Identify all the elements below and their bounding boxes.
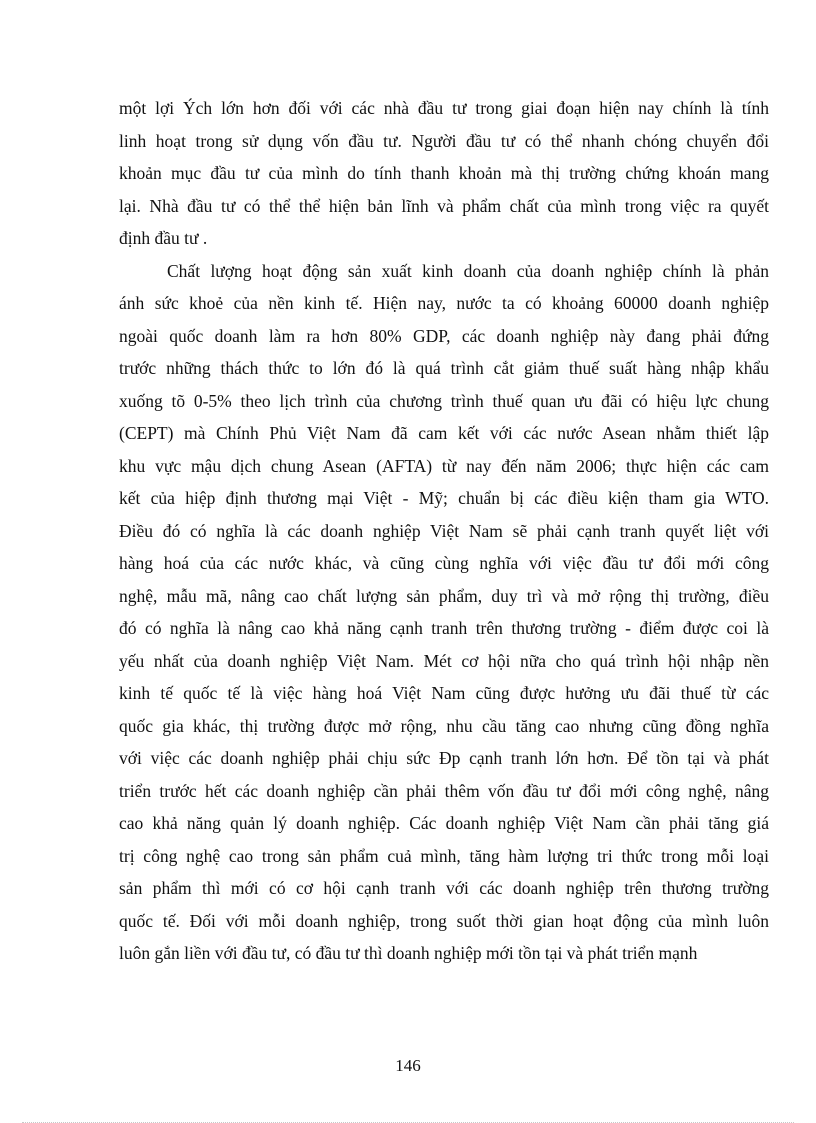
paragraph-1 bbox=[119, 92, 769, 255]
text-line: định đầu tư . bbox=[119, 228, 208, 248]
text-line: luôn gắn liền với đầu tư, có đầu tư thì doanh nghiệp mới tồn tại và phát triển mạnh bbox=[119, 943, 698, 963]
paragraph-2 bbox=[119, 255, 769, 970]
page-number: 146 bbox=[395, 1056, 421, 1075]
text-line: sản phẩm thì mới có cơ hội cạnh tranh với các doanh nghiệp trên thương trường bbox=[119, 878, 769, 898]
text-line: lại. Nhà đầu tư có thể thể hiện bản lĩnh và phẩm chất của mình trong việc ra quyết bbox=[119, 195, 769, 216]
text-line: một lợi Ých lớn hơn đối với các nhà đầu tư trong giai đoạn hiện nay chính là tính bbox=[119, 98, 769, 118]
text-line: yếu nhất của doanh nghiệp Việt Nam. Mét cơ hội nữa cho quá trình hội nhập nền bbox=[119, 650, 769, 671]
text-line: linh hoạt trong sử dụng vốn đầu tư. Người đầu tư có thể nhanh chóng chuyển đổi bbox=[119, 130, 769, 151]
text-line: trị công nghệ cao trong sản phẩm cuả mình, tăng hàm lượng tri thức trong mỗi loại bbox=[119, 845, 769, 866]
text-line: xuống tõ 0-5% theo lịch trình của chương trình thuế quan ưu đãi có hiệu lực chung bbox=[119, 390, 769, 411]
text-line: nghệ, mẫu mã, nâng cao chất lượng sản phẩm, duy trì và mở rộng thị trường, điều bbox=[119, 585, 769, 606]
text-line: khoản mục đầu tư của mình do tính thanh khoản mà thị trường chứng khoán mang bbox=[119, 163, 769, 183]
text-line: trước những thách thức to lớn đó là quá trình cắt giảm thuế suất hàng nhập khẩu bbox=[119, 358, 769, 378]
text-line: Điều đó có nghĩa là các doanh nghiệp Việt Nam sẽ phải cạnh tranh quyết liệt với bbox=[119, 520, 769, 541]
text-line: cao khả năng quản lý doanh nghiệp. Các doanh nghiệp Việt Nam cần phải tăng giá bbox=[119, 813, 769, 833]
text-line: ngoài quốc doanh làm ra hơn 80% GDP, các doanh nghiệp này đang phải đứng bbox=[119, 325, 769, 346]
text-line: hàng hoá của các nước khác, và cũng cùng nghĩa với việc đầu tư đổi mới công bbox=[119, 553, 769, 573]
text-line: với việc các doanh nghiệp phải chịu sức Ðp cạnh tranh lớn hơn. Để tồn tại và phát bbox=[119, 748, 769, 768]
text-line: quốc gia khác, thị trường được mở rộng, nhu cầu tăng cao nhưng cũng đồng nghĩa bbox=[119, 715, 769, 736]
text-line: kinh tế quốc tế là việc hàng hoá Việt Nam cũng được hưởng ưu đãi thuế từ các bbox=[119, 683, 769, 703]
text-line: đó có nghĩa là nâng cao khả năng cạnh tranh trên thương trường - điểm được coi là bbox=[119, 618, 769, 638]
text-line: quốc tế. Đối với mỗi doanh nghiệp, trong suốt thời gian hoạt động của mình luôn bbox=[119, 910, 769, 931]
text-line: khu vực mậu dịch chung Asean (AFTA) từ nay đến năm 2006; thực hiện các cam bbox=[119, 455, 769, 476]
text-line: triển trước hết các doanh nghiệp cần phải thêm vốn đầu tư đổi mới công nghệ, nâng bbox=[119, 780, 769, 801]
text-line: ánh sức khoẻ của nền kinh tế. Hiện nay, nước ta có khoảng 60000 doanh nghiệp bbox=[119, 293, 769, 313]
text-line: Chất lượng hoạt động sản xuất kinh doanh của doanh nghiệp chính là phản bbox=[167, 260, 769, 281]
text-line: kết của hiệp định thương mại Việt - Mỹ; chuẩn bị các điều kiện tham gia WTO. bbox=[119, 488, 769, 508]
text-line: (CEPT) mà Chính Phủ Việt Nam đã cam kết với các nước Asean nhằm thiết lập bbox=[119, 423, 769, 443]
body-text bbox=[119, 92, 769, 970]
